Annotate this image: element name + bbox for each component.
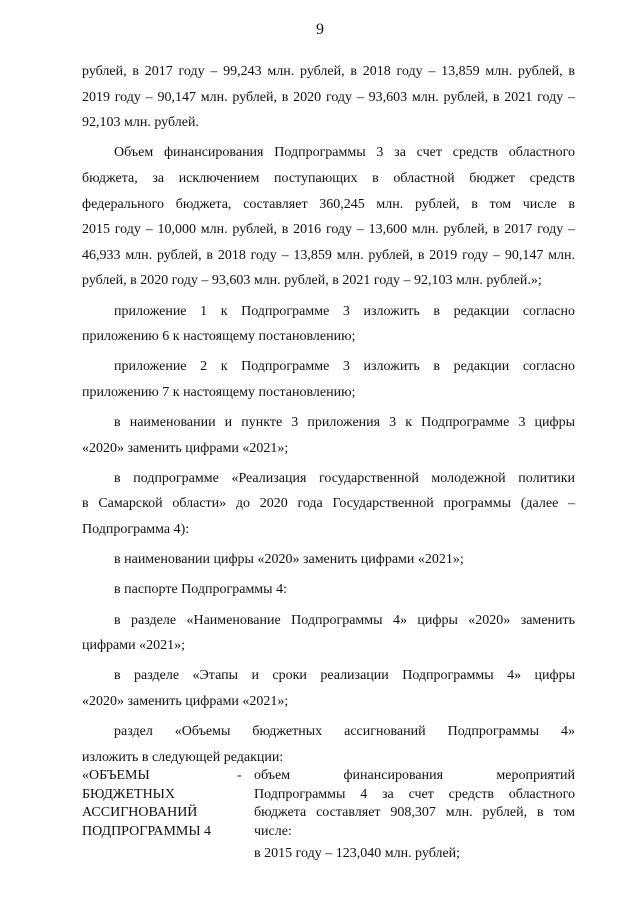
paragraph (82, 410, 575, 461)
text-line: цифрами «2021»; (82, 638, 186, 654)
paragraph (82, 59, 575, 136)
passport-title-line: БЮДЖЕТНЫХ (82, 786, 176, 802)
passport-dash: - (237, 768, 242, 783)
passport-section-title (82, 767, 232, 841)
text-line: в паспорте Подпрограммы 4: (114, 582, 287, 598)
text-line: федерального бюджета, составляет 360,245 млн. рублей, в том числе в (82, 196, 575, 212)
text-line: в наименовании и пункте 3 приложения 3 к Подпрограмме 3 цифры (114, 415, 575, 431)
text-line: бюджета, за исключением поступающих в областной бюджет средств (82, 170, 575, 186)
text-line: «2020» заменить цифрами «2021»; (82, 694, 289, 709)
paragraph (82, 608, 575, 659)
text-line: рублей, в 2017 году – 99,243 млн. рублей, в 2018 году – 13,859 млн. рублей, в (82, 64, 575, 79)
text-line: Объем финансирования Подпрограммы 3 за счет средств областного (114, 145, 575, 161)
text-line: в разделе «Наименование Подпрограммы 4» цифры «2020» заменить (114, 612, 575, 628)
paragraph (82, 466, 575, 543)
text-line: 2015 году – 10,000 млн. рублей, в 2016 году – 13,600 млн. рублей, в 2017 году – (82, 222, 575, 238)
page-number: 9 (316, 21, 324, 38)
passport-title-line: ПОДПРОГРАММЫ 4 (82, 823, 212, 839)
text-line: изложить в следующей редакции: (82, 749, 284, 765)
paragraph (82, 663, 575, 714)
text-line: в Самарской области» до 2020 года Государственной программы (далее – (82, 496, 575, 512)
paragraph (82, 547, 575, 573)
text-line: раздел «Объемы бюджетных ассигнований Подпрограммы 4» (114, 724, 575, 740)
passport-title-line: «ОБЪЕМЫ (82, 768, 150, 783)
text-line: 2019 году – 90,147 млн. рублей, в 2020 году – 93,603 млн. рублей, в 2021 году – (82, 89, 575, 105)
paragraph (82, 719, 575, 770)
text-line: в наименовании цифры «2020» заменить цифрами «2021»; (114, 552, 464, 568)
text-line: «2020» заменить цифрами «2021»; (82, 440, 289, 456)
paragraph (82, 140, 575, 294)
paragraph (82, 354, 575, 405)
text-line: в разделе «Этапы и сроки реализации Подпрограммы 4» цифры (114, 668, 575, 684)
paragraph (82, 577, 575, 603)
paragraph (82, 299, 575, 350)
text-line: приложение 2 к Подпрограмме 3 изложить в редакции согласно (114, 359, 575, 375)
text-line: в подпрограмме «Реализация государственной молодежной политики (114, 470, 575, 486)
passport-title-line: АССИГНОВАНИЙ (82, 805, 198, 821)
text-line: приложение 1 к Подпрограмме 3 изложить в редакции согласно (114, 303, 575, 319)
text-line: приложению 6 к настоящему постановлению; (82, 329, 356, 345)
text-line: рублей, в 2020 году – 93,603 млн. рублей, в 2021 году – 92,103 млн. рублей.»; (82, 273, 542, 289)
text-line: 92,103 млн. рублей. (82, 115, 199, 131)
text-line: Подпрограмма 4): (82, 522, 190, 538)
passport-section-content (254, 767, 575, 864)
document-body (82, 59, 575, 775)
passport-content-line: Подпрограммы 4 за счет средств областного (254, 786, 575, 802)
passport-content-line: в 2015 году – 123,040 млн. рублей; (254, 846, 461, 862)
passport-content-line: бюджета составляет 908,307 млн. рублей, в том (254, 805, 575, 821)
text-line: 46,933 млн. рублей, в 2018 году – 13,859 млн. рублей, в 2019 году – 90,147 млн. (82, 247, 575, 263)
text-line: приложению 7 к настоящему постановлению; (82, 384, 356, 400)
passport-content-line: числе: (254, 823, 292, 839)
passport-content-line: объем финансирования мероприятий (254, 768, 575, 783)
